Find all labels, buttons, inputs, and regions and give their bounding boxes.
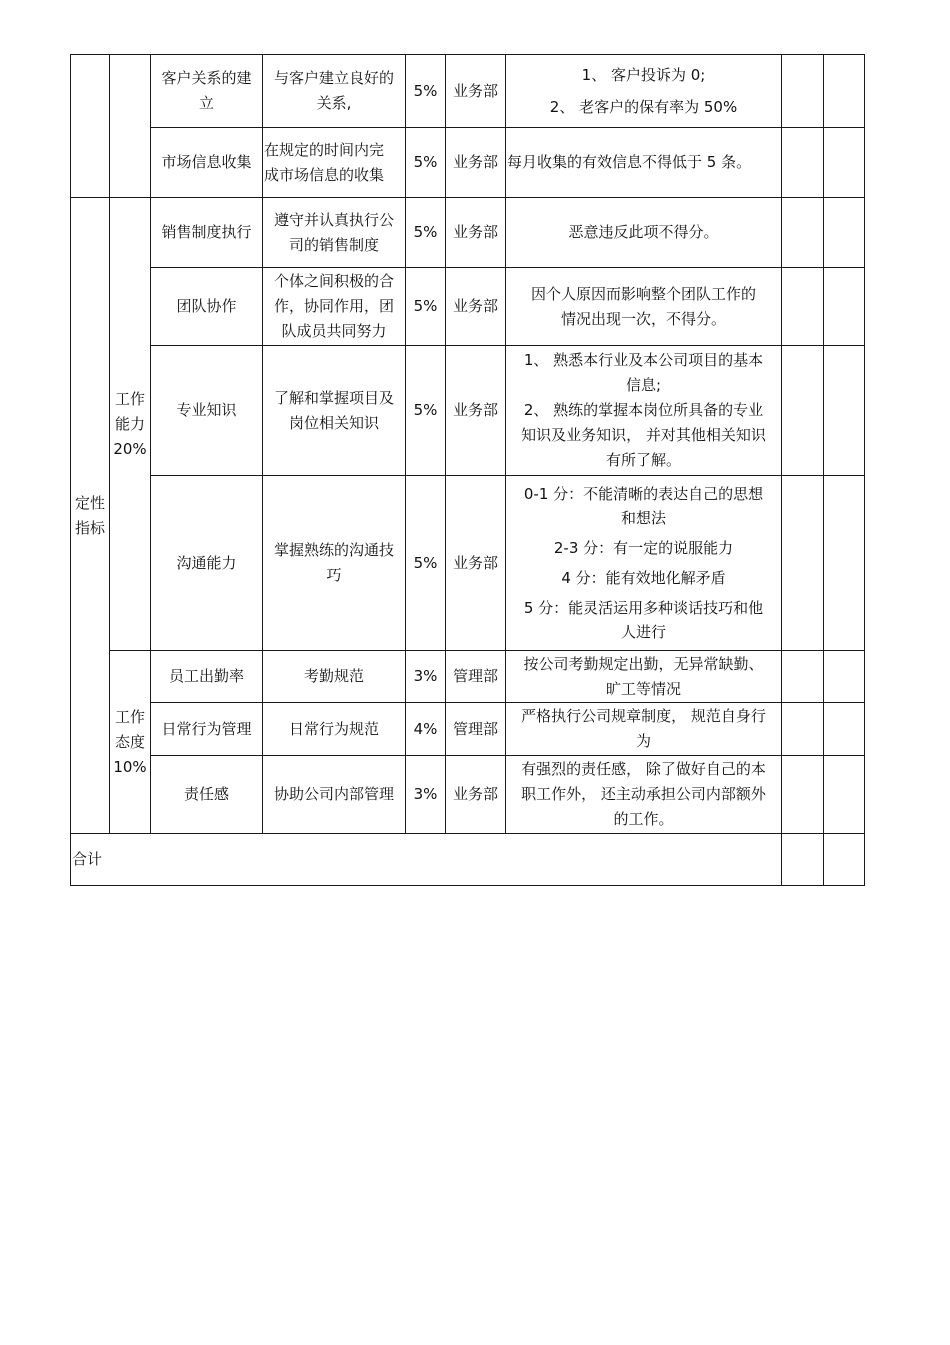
dept-cell: [446, 476, 505, 650]
weight-cell: [406, 703, 445, 755]
content-cell: [263, 476, 405, 650]
criteria-text: 4 分：能有效地化解矛盾: [561, 569, 726, 587]
dept-cell: [446, 55, 505, 127]
content-text: 在规定的时间内完: [264, 140, 385, 159]
dept-cell: [446, 268, 505, 345]
criteria-text: 有强烈的责任感， 除了做好自己的本: [521, 760, 766, 778]
criteria-text: 严格执行公司规章制度， 规范自身行: [521, 707, 766, 725]
group-label-line: 20%: [113, 439, 147, 458]
item-cell: [151, 476, 262, 650]
weight-cell: [406, 476, 445, 650]
item-text: 销售制度执行: [161, 223, 252, 241]
content-text: 日常行为规范: [288, 719, 379, 738]
item-text: 专业知识: [176, 401, 237, 419]
criteria-text: 有所了解。: [605, 451, 681, 469]
weight-text: 5%: [413, 223, 438, 241]
item-text: 客户关系的建: [161, 69, 252, 87]
weight-text: 3%: [413, 667, 438, 685]
content-cell: [263, 198, 405, 267]
criteria-cell: [506, 703, 781, 755]
criteria-text: 5 分：能灵活运用多种谈话技巧和他: [523, 599, 764, 617]
content-cell: [263, 55, 405, 127]
criteria-text: 知识及业务知识， 并对其他相关知识: [521, 426, 766, 444]
dept-cell: [446, 346, 505, 475]
weight-text: 4%: [413, 719, 438, 738]
content-cell: [263, 651, 405, 702]
criteria-text: 旷工等情况: [605, 679, 681, 698]
criteria-text: 职工作外， 还主动承担公司内部额外: [521, 785, 766, 803]
item-cell: [151, 55, 262, 127]
group-label-line: 工作: [114, 707, 145, 726]
category-label-line: 指标: [74, 518, 105, 537]
group-cell-work-attitude: [110, 651, 150, 833]
criteria-cell: [506, 55, 781, 127]
criteria-text: 2-3 分：有一定的说服能力: [553, 539, 734, 557]
content-text: 关系,: [316, 94, 352, 112]
weight-text: 5%: [413, 81, 438, 100]
content-text: 考勤规范: [303, 667, 364, 685]
weight-cell: [406, 346, 445, 475]
item-cell: [151, 268, 262, 345]
dept-cell: [446, 756, 505, 833]
category-cell: [71, 198, 109, 833]
item-text: 责任感: [183, 785, 229, 803]
dept-cell: [446, 198, 505, 267]
criteria-cell: [506, 476, 781, 650]
dept-text: 业务部: [452, 401, 498, 419]
dept-text: 业务部: [452, 153, 498, 171]
weight-cell: [406, 268, 445, 345]
criteria-cell: [506, 268, 781, 345]
category-label-line: 定性: [74, 493, 105, 512]
content-text: 作，协同作用，团: [273, 297, 394, 315]
content-text: 协助公司内部管理: [273, 785, 394, 803]
criteria-cell: [506, 651, 781, 702]
item-cell: [151, 756, 262, 833]
content-text: 巧: [326, 566, 342, 584]
total-label-cell: [71, 834, 781, 885]
item-text: 团队协作: [176, 297, 237, 315]
group-label-line: 工作: [114, 389, 145, 408]
weight-text: 3%: [413, 785, 438, 803]
content-cell: [263, 128, 405, 197]
item-cell: [151, 346, 262, 475]
criteria-text: 和想法: [620, 509, 666, 527]
weight-text: 5%: [413, 401, 438, 419]
total-label: 合计: [72, 850, 103, 868]
item-cell: [151, 198, 262, 267]
content-cell: [263, 346, 405, 475]
content-text: 掌握熟练的沟通技: [273, 541, 394, 559]
dept-text: 管理部: [452, 719, 498, 738]
content-cell: [263, 268, 405, 345]
criteria-text: 恶意违反此项不得分。: [568, 223, 719, 241]
group-label-line: 态度: [114, 732, 145, 751]
dept-text: 业务部: [452, 81, 498, 100]
content-text: 与客户建立良好的: [273, 69, 394, 87]
criteria-cell: [506, 346, 781, 475]
criteria-text: 2、 老客户的保有率为 50%: [549, 97, 738, 116]
item-text: 员工出勤率: [168, 667, 244, 685]
criteria-cell: [506, 198, 781, 267]
criteria-cell: [506, 756, 781, 833]
criteria-text: 为: [635, 732, 651, 750]
criteria-text: 的工作。: [613, 810, 674, 828]
criteria-text: 人进行: [620, 623, 666, 641]
group-cell-work-ability: [110, 198, 150, 650]
weight-cell: [406, 756, 445, 833]
item-text: 立: [198, 94, 214, 112]
criteria-text: 0-1 分：不能清晰的表达自己的思想: [523, 485, 764, 503]
group-label-line: 能力: [114, 414, 145, 433]
item-cell: [151, 703, 262, 755]
weight-cell: [406, 198, 445, 267]
content-text: 了解和掌握项目及: [273, 388, 394, 407]
dept-cell: [446, 651, 505, 702]
dept-cell: [446, 128, 505, 197]
item-text: 日常行为管理: [161, 719, 252, 738]
dept-text: 管理部: [452, 667, 498, 685]
item-text: 市场信息收集: [161, 153, 252, 171]
item-cell: [151, 651, 262, 702]
group-label-line: 10%: [113, 757, 147, 776]
criteria-text: 2、 熟练的掌握本岗位所具备的专业: [523, 401, 764, 419]
content-text: 遵守并认真执行公: [273, 210, 394, 229]
weight-text: 5%: [413, 297, 438, 315]
dept-text: 业务部: [452, 297, 498, 315]
weight-text: 5%: [413, 153, 438, 171]
dept-text: 业务部: [452, 785, 498, 803]
criteria-text: 信息;: [625, 376, 662, 394]
dept-text: 业务部: [452, 553, 498, 572]
criteria-cell: [506, 128, 781, 197]
criteria-text: 每月收集的有效信息不得低于 5 条。: [507, 153, 752, 171]
content-cell: [263, 703, 405, 755]
dept-text: 业务部: [452, 223, 498, 241]
criteria-text: 按公司考勤规定出勤，无异常缺勤、: [523, 654, 764, 673]
item-cell: [151, 128, 262, 197]
weight-cell: [406, 651, 445, 702]
criteria-text: 因个人原因而影响整个团队工作的: [530, 284, 756, 303]
content-cell: [263, 756, 405, 833]
content-text: 个体之间积极的合: [273, 272, 394, 290]
weight-cell: [406, 128, 445, 197]
dept-cell: [446, 703, 505, 755]
weight-text: 5%: [413, 553, 438, 572]
item-text: 沟通能力: [176, 553, 237, 572]
content-text: 司的销售制度: [288, 235, 379, 254]
weight-cell: [406, 55, 445, 127]
criteria-text: 1、 客户投诉为 0;: [581, 65, 706, 84]
content-text: 岗位相关知识: [288, 413, 379, 432]
content-text: 队成员共同努力: [281, 322, 387, 340]
criteria-text: 情况出现一次，不得分。: [560, 309, 726, 328]
criteria-text: 1、 熟悉本行业及本公司项目的基本: [523, 351, 764, 369]
content-text: 成市场信息的收集: [264, 165, 385, 184]
